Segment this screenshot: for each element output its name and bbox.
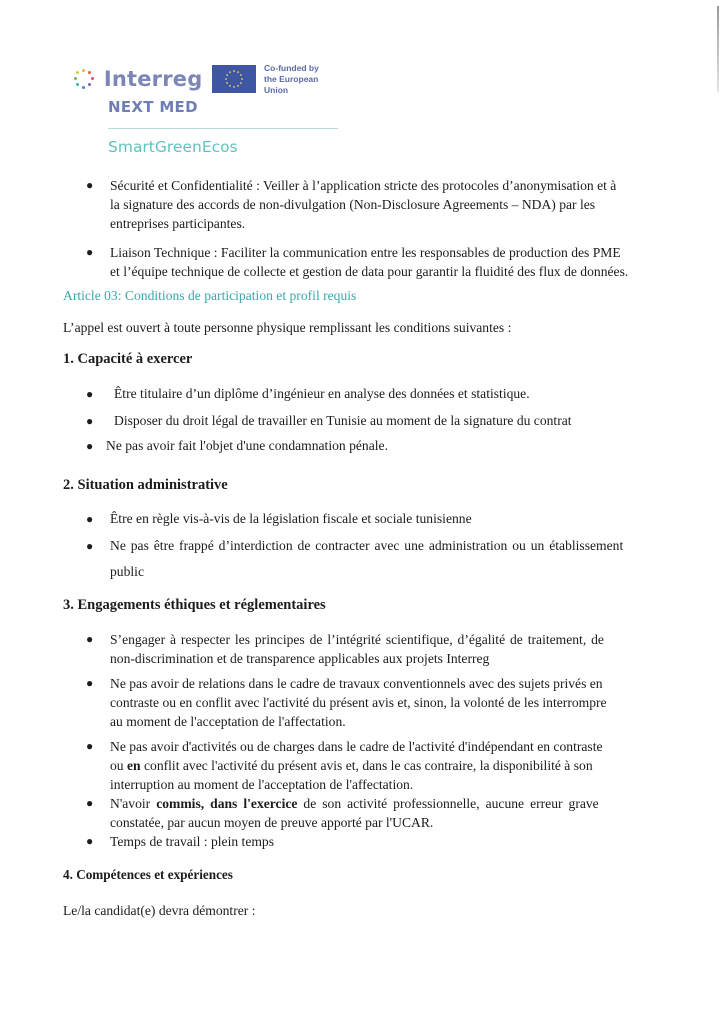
bullet-icon: ● — [86, 414, 94, 428]
bullet-icon: ● — [86, 439, 94, 453]
list-item: ● Temps de travail : plein temps — [86, 834, 275, 849]
bullet-icon: ● — [86, 796, 94, 810]
bullet-icon: ● — [86, 632, 94, 646]
cofunded-label — [264, 63, 344, 96]
bullet-icon: ● — [86, 539, 94, 553]
interreg-ring-icon — [74, 69, 94, 89]
scan-artifact — [717, 6, 719, 92]
article-title: Article 03: Conditions de participation et profil requis — [63, 288, 357, 303]
list-item: ● S’engager à respecter les principes de l’intégrité scientifique, d’égalité de traitement, de non-discrimination et de transparence applicables aux projets Interreg — [86, 632, 604, 666]
list-item: ● Liaison Technique : Faciliter la communication entre les responsables de production des PME et l’équipe technique de collecte et gestion de data pour garantir la fluidité des flux de données. — [86, 245, 629, 279]
bullet-icon: ● — [86, 512, 94, 526]
list-item: ● Ne pas avoir de relations dans le cadre de travaux conventionnels avec des sujets privés en contraste ou en conflit avec l'activité du présent avis et, sinon, la volonté de les interrompre au moment de l'acceptation de l'affectation. — [86, 676, 607, 729]
list-item: ● Ne pas être frappé d’interdiction de contracter avec une administration ou un établissement public — [84, 533, 694, 585]
header-divider — [108, 128, 338, 129]
interreg-logo-text: Interreg — [103, 67, 203, 91]
section-2-list — [84, 509, 694, 585]
section-heading: 3. Engagements éthiques et réglementaires — [63, 597, 326, 613]
cofunded-line-2: the European Union — [264, 73, 319, 95]
logo-row — [74, 62, 344, 96]
section-heading: 1. Capacité à exercer — [63, 351, 193, 367]
list-item: ● Sécurité et Confidentialité : Veiller à l’application stricte des protocoles d’anonymisation et à la signature des accords de non-divulgation (Non-Disclosure Agreements – NDA) par les entreprises participantes. — [86, 178, 617, 231]
section-3-list — [84, 630, 694, 851]
section-1-list — [84, 384, 694, 456]
list-item: ● N'avoir commis, dans l'exercice de son activité professionnelle, aucune erreur grave constatée, par aucun moyen de preuve apporté par l'UCAR. — [86, 796, 599, 830]
bullet-icon: ● — [86, 834, 94, 848]
bold-line: ou en conflit avec l'activité du présent avis et, dans le cas contraire, la disponibilité à son — [110, 758, 593, 773]
bullet-icon: ● — [86, 676, 94, 690]
section-heading: 2. Situation administrative — [63, 477, 228, 493]
project-name: SmartGreenEcos — [108, 138, 238, 156]
bullet-icon: ● — [86, 739, 94, 753]
list-item: ● Être titulaire d’un diplôme d’ingénieur en analyse des données et statistique. — [84, 384, 694, 404]
list-item: ● Disposer du droit légal de travailler en Tunisie au moment de la signature du contrat — [84, 411, 694, 431]
list-item: ● Ne pas avoir fait l'objet d'une condamnation pénale. — [84, 436, 694, 456]
eu-flag-icon — [212, 65, 256, 93]
document-header — [74, 62, 344, 156]
bullet-icon: ● — [86, 245, 94, 259]
intro-bullet-list — [84, 176, 694, 281]
next-med-logo-text: NEXT MED — [108, 98, 198, 116]
cofunded-line-1: Co-funded by — [264, 62, 319, 73]
article-intro: L’appel est ouvert à toute personne physique remplissant les conditions suivantes : — [63, 320, 512, 335]
section-4-intro: Le/la candidat(e) devra démontrer : — [63, 903, 256, 918]
list-item: ● Être en règle vis-à-vis de la législation fiscale et sociale tunisienne — [84, 509, 694, 529]
section-heading: 4. Compétences et expériences — [63, 867, 233, 882]
bullet-icon: ● — [86, 387, 94, 401]
list-item: ● Ne pas avoir d'activités ou de charges dans le cadre de l'activité d'indépendant en contraste ou en conflit avec l'activité du présent avis et, dans le cas contraire, la disponibilité à son interruption au moment de l'acceptation de l'affectation. — [84, 737, 694, 794]
bullet-icon: ● — [86, 178, 94, 192]
